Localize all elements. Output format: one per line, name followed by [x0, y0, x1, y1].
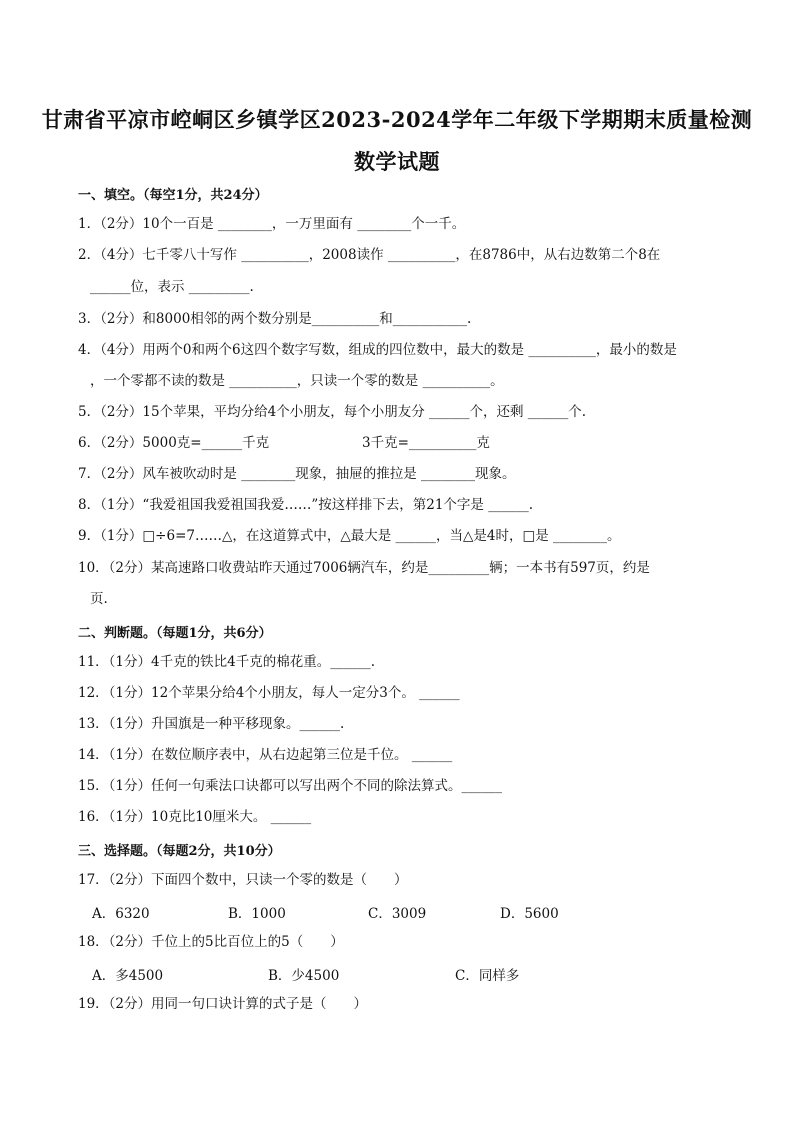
- question-16: 16．（1分）10克比10厘米大。 ______: [78, 809, 312, 825]
- question-10-line2: 页.: [90, 591, 108, 607]
- question-8: 8．（1分）“我爱祖国我爱祖国我爱……”按这样排下去，第21个字是 ______.: [78, 497, 533, 513]
- question-4-line1: 4．（4分）用两个0和两个6这四个数字写数，组成的四位数中，最大的数是 __________，最小的数是: [78, 342, 677, 358]
- question-11: 11．（1分）4千克的铁比4千克的棉花重。______.: [78, 654, 375, 670]
- exam-title-line1: 甘肃省平凉市崆峒区乡镇学区2023-2024学年二年级下学期期末质量检测: [41, 107, 753, 132]
- question-12: 12．（1分）12个苹果分给4个小朋友，每人一定分3个。 ______: [78, 685, 460, 701]
- question-17: 17．（2分）下面四个数中，只读一个零的数是（ ）: [78, 872, 408, 888]
- question-13: 13．（1分）升国旗是一种平移现象。______.: [78, 716, 345, 732]
- question-18: 18．（2分）千位上的5比百位上的5（ ）: [78, 934, 344, 950]
- question-1: 1．（2分）10个一百是 ________，一万里面有 ________个一千。: [78, 216, 466, 232]
- question-17-option-d: D．5600: [500, 906, 559, 922]
- question-6-part2: 3千克=__________克: [362, 435, 490, 451]
- question-17-option-b: B．1000: [228, 906, 286, 922]
- question-5: 5．（2分）15个苹果，平均分给4个小朋友，每个小朋友分 ______个，还剩 ______个.: [78, 404, 587, 420]
- question-2-line1: 2．（4分）七千零八十写作 __________，2008读作 __________，在8786中，从右边数第二个8在: [78, 247, 661, 263]
- question-4-line2: ，一个零都不读的数是 __________，只读一个零的数是 __________。: [90, 373, 504, 389]
- question-6-part1: 6．（2分）5000克=______千克: [78, 435, 270, 451]
- question-7: 7．（2分）风车被吹动时是 ________现象，抽屉的推拉是 ________现象。: [78, 466, 516, 482]
- question-3: 3．（2分）和8000相邻的两个数分别是__________和___________.: [78, 311, 472, 327]
- exam-title-line2: 数学试题: [354, 149, 440, 174]
- question-14: 14．（1分）在数位顺序表中，从右边起第三位是千位。 ______: [78, 747, 453, 763]
- question-18-option-a: A．多4500: [92, 968, 164, 984]
- question-10-line1: 10．（2分）某高速路口收费站昨天通过7006辆汽车，约是_________辆；一本书有597页，约是: [78, 560, 650, 576]
- question-18-option-c: C．同样多: [455, 968, 520, 984]
- section-fill-in: 一、填空。（每空1分，共24分）: [78, 188, 268, 203]
- question-9: 9．（1分）□÷6=7……△，在这道算式中，△最大是 ______，当△是4时，□是 ________。: [78, 528, 621, 544]
- question-17-option-c: C．3009: [368, 906, 427, 922]
- question-15: 15．（1分）任何一句乘法口诀都可以写出两个不同的除法算式。______: [78, 778, 503, 794]
- question-18-option-b: B．少4500: [268, 968, 340, 984]
- question-19: 19．（2分）用同一句口诀计算的式子是（ ）: [78, 996, 368, 1012]
- section-multiple-choice: 三、选择题。（每题2分，共10分）: [78, 844, 281, 859]
- section-true-false: 二、判断题。（每题1分，共6分）: [78, 626, 272, 641]
- question-2-line2: ______位，表示 _________.: [90, 279, 254, 295]
- question-17-option-a: A．6320: [92, 906, 150, 922]
